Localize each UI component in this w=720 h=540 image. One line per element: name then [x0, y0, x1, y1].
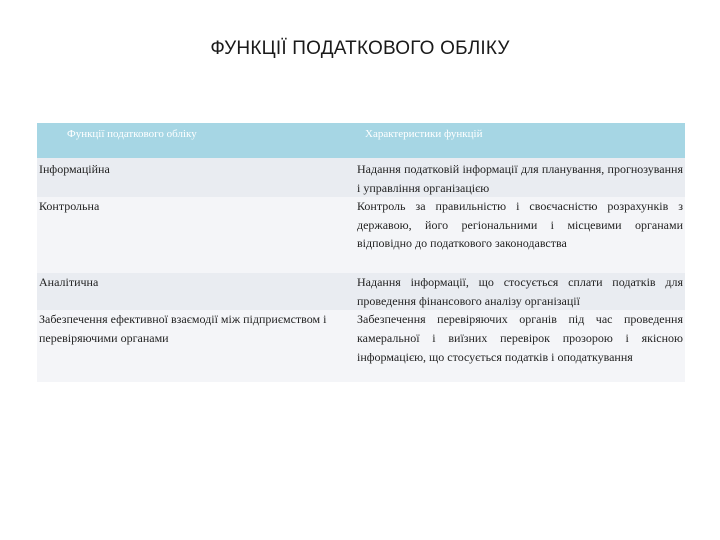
function-description-cell: Надання податковій інформації для планування, прогнозування і управління організацією: [357, 158, 685, 197]
table-header-row: [37, 123, 685, 158]
table-row: [37, 158, 685, 197]
function-name-cell: Аналітична: [37, 273, 357, 310]
table-row: [37, 310, 685, 382]
table-row: [37, 273, 685, 310]
column-header-functions: Функції податкового обліку: [37, 123, 357, 158]
tax-accounting-functions-table: [37, 123, 685, 382]
page-title: ФУНКЦІЇ ПОДАТКОВОГО ОБЛІКУ: [210, 38, 510, 59]
column-header-characteristics: Характеристики функцій: [357, 123, 685, 158]
function-description-cell: Забезпечення перевіряючих органів під час проведення камеральної і виїзних перевірок прозорою і якісною інформацією, що стосується податків і оподаткування: [357, 310, 685, 382]
table-row: [37, 197, 685, 273]
function-description-cell: Надання інформації, що стосується сплати податків для проведення фінансового аналізу організації: [357, 273, 685, 310]
function-name-cell: Забезпечення ефективної взаємодії між підприємством і перевіряючими органами: [37, 310, 357, 382]
function-name-cell: Контрольна: [37, 197, 357, 273]
function-description-cell: Контроль за правильністю і своєчасністю розрахунків з державою, його регіональними і місцевими органами відповідно до податкового законодавства: [357, 197, 685, 273]
function-name-cell: Інформаційна: [37, 158, 357, 197]
